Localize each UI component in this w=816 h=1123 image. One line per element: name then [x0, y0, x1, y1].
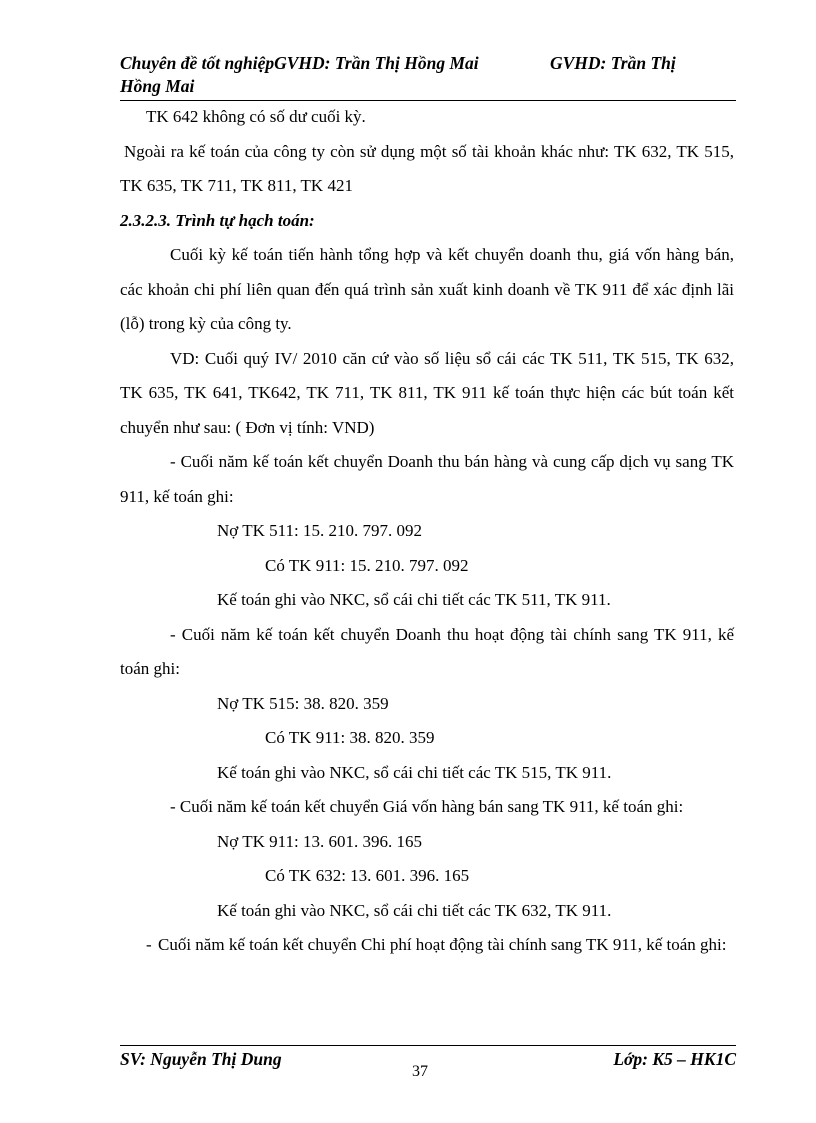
step2-credit: Có TK 911: 38. 820. 359	[265, 728, 435, 747]
step3-debit: Nợ TK 911: 13. 601. 396. 165	[217, 831, 422, 851]
paragraph-p3: Cuối kỳ kế toán tiến hành tổng hợp và kết chuyển doanh thu, giá vốn hàng bán, các khoản chi phí liên quan đến quá trình sản xuất kinh doanh về TK 911 để xác định lãi (lỗ) trong kỳ của công ty.	[120, 245, 734, 333]
header-right: GVHD: Trần Thị	[550, 53, 676, 73]
page-footer	[120, 1049, 736, 1079]
step2-debit: Nợ TK 515: 38. 820. 359	[217, 693, 389, 713]
page-number: 37	[412, 1063, 428, 1080]
footer-student: SV: Nguyễn Thị Dung	[120, 1049, 282, 1069]
step1-credit: Có TK 911: 15. 210. 797. 092	[265, 555, 469, 575]
step2-note: Kế toán ghi vào NKC, sổ cái chi tiết các TK 515, TK 911.	[217, 762, 612, 782]
paragraph-p2: Ngoài ra kế toán của công ty còn sử dụng một số tài khoản khác như: TK 632, TK 515, TK 635, TK 711, TK 811, TK 421	[120, 141, 734, 195]
step3-credit: Có TK 632: 13. 601. 396. 165	[265, 866, 470, 885]
step1-debit: Nợ TK 511: 15. 210. 797. 092	[217, 521, 422, 540]
footer-rule	[120, 1045, 736, 1046]
step3-intro: - Cuối năm kế toán kết chuyển Giá vốn hàng bán sang TK 911, kế toán ghi:	[170, 797, 684, 816]
step4-list-item	[120, 928, 734, 963]
step3-note: Kế toán ghi vào NKC, sổ cái chi tiết các TK 632, TK 911.	[217, 900, 612, 920]
step4-intro: Cuối năm kế toán kết chuyển Chi phí hoạt động tài chính sang TK 911, kế toán ghi:	[158, 935, 727, 954]
paragraph-p4: VD: Cuối quý IV/ 2010 căn cứ vào số liệu sổ cái các TK 511, TK 515, TK 632, TK 635, TK 641, TK642, TK 711, TK 811, TK 911 kế toán thực hiện các bút toán kết chuyển như sau: ( Đơn vị tính: VND)	[120, 348, 734, 437]
header-left: Chuyên đề tốt nghiệpGVHD: Trần Thị Hồng Mai	[120, 53, 479, 73]
header-line2: Hồng Mai	[120, 76, 195, 96]
footer-class: Lớp: K5 – HK1C	[613, 1049, 736, 1069]
step2-intro: - Cuối năm kế toán kết chuyển Doanh thu hoạt động tài chính sang TK 911, kế toán ghi:	[120, 624, 734, 678]
list-dash: -	[146, 935, 152, 954]
step1-note: Kế toán ghi vào NKC, sổ cái chi tiết các TK 511, TK 911.	[217, 590, 611, 609]
section-heading: 2.3.2.3. Trình tự hạch toán:	[120, 210, 315, 230]
step1-intro: - Cuối năm kế toán kết chuyển Doanh thu bán hàng và cung cấp dịch vụ sang TK 911, kế toán ghi:	[120, 452, 734, 506]
paragraph-p1: TK 642 không có số dư cuối kỳ.	[146, 107, 366, 126]
page-header	[120, 52, 736, 98]
document-body	[120, 100, 734, 963]
